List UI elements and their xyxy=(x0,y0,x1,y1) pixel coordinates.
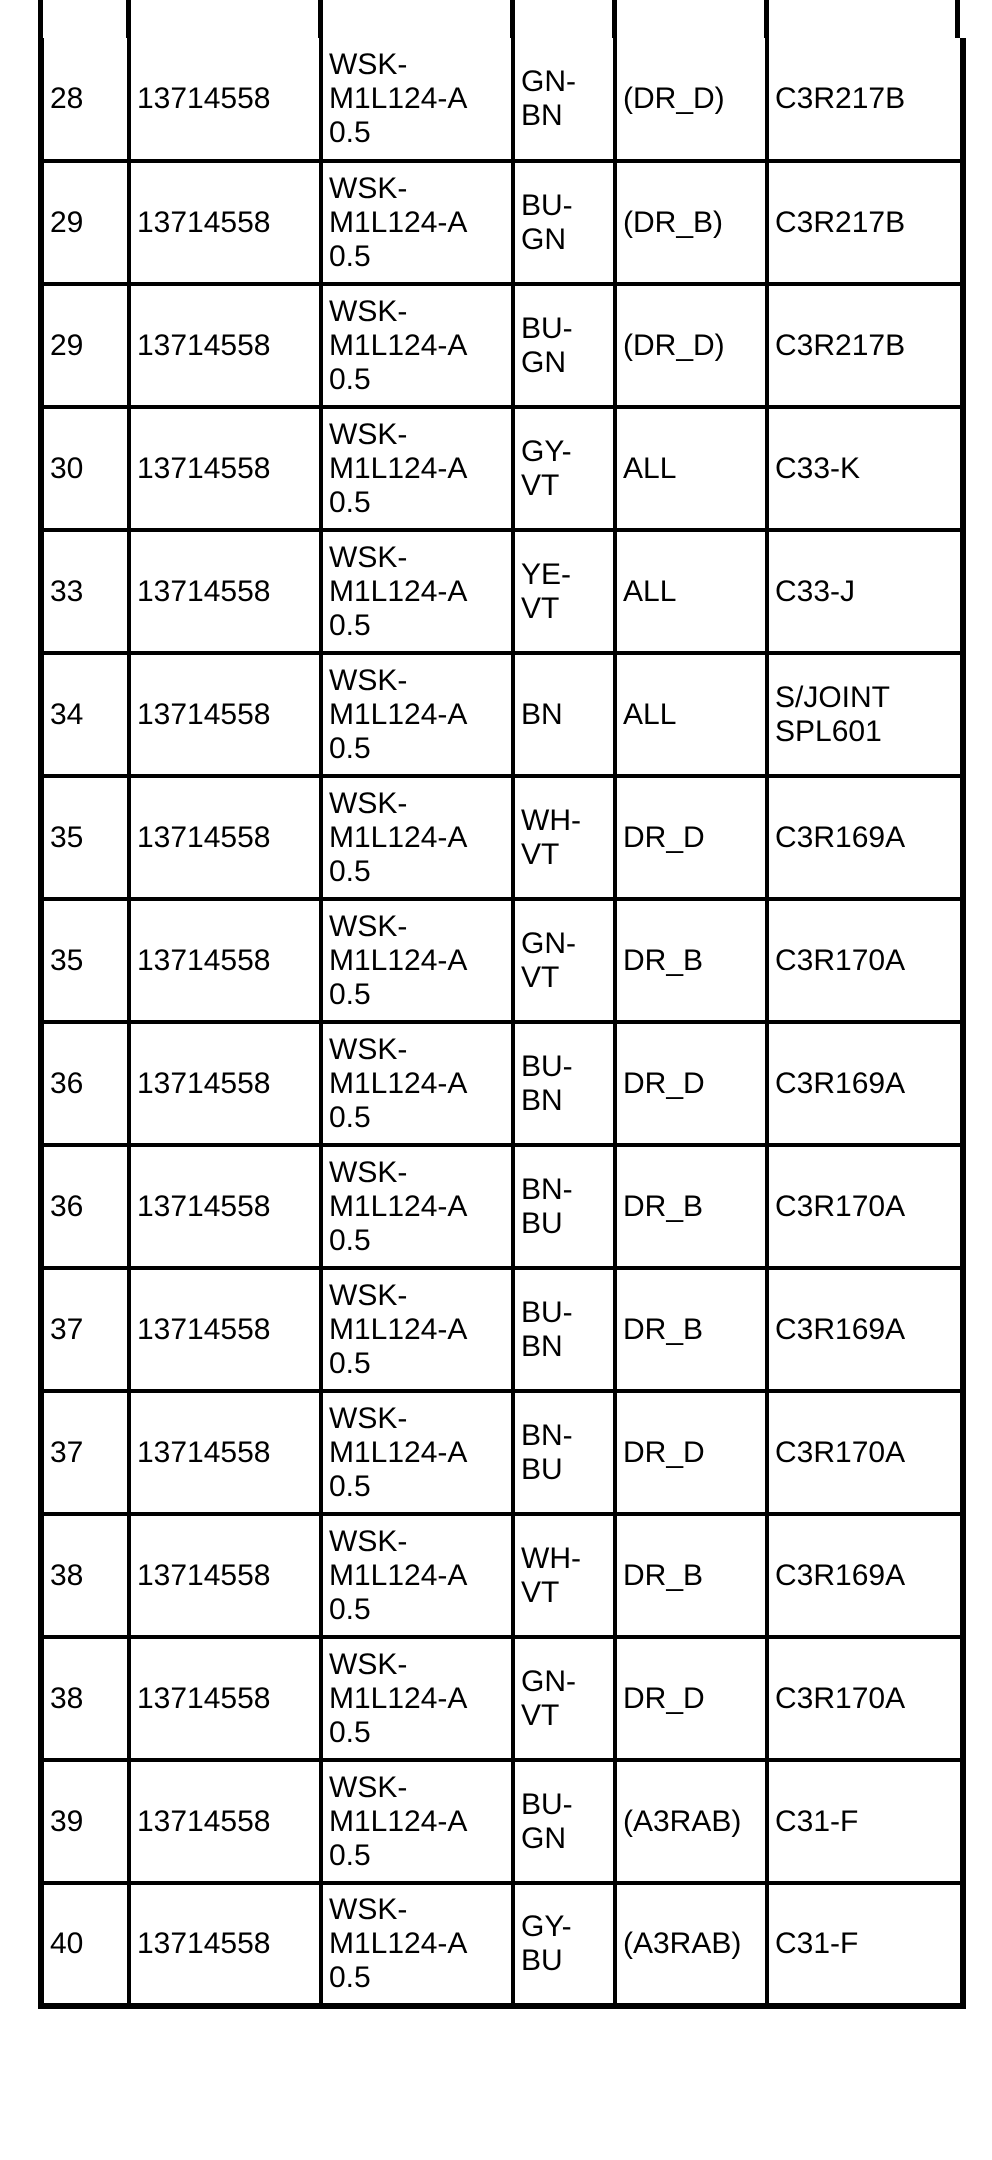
destination-cell: C31-F xyxy=(767,1883,963,2006)
table-row xyxy=(41,653,963,776)
wire-spec-cell: WSK- M1L124-A 0.5 xyxy=(321,899,513,1022)
wire-color-cell: GN- VT xyxy=(513,899,615,1022)
wire-spec-cell: WSK- M1L124-A 0.5 xyxy=(321,653,513,776)
part-number-cell: 13714558 xyxy=(129,1391,321,1514)
option-cell: ALL xyxy=(615,530,767,653)
destination-cell: C3R169A xyxy=(767,1022,963,1145)
part-number-cell: 13714558 xyxy=(129,776,321,899)
pin-cell: 37 xyxy=(41,1391,129,1514)
wire-color-cell: BN- BU xyxy=(513,1391,615,1514)
wire-color-cell: GY- VT xyxy=(513,407,615,530)
wire-spec-cell: WSK- M1L124-A 0.5 xyxy=(321,1391,513,1514)
part-number-cell: 13714558 xyxy=(129,38,321,161)
table-row xyxy=(41,1391,963,1514)
option-cell: ALL xyxy=(615,653,767,776)
destination-cell: C3R170A xyxy=(767,1391,963,1514)
pin-cell: 37 xyxy=(41,1268,129,1391)
part-number-cell: 13714558 xyxy=(129,1145,321,1268)
destination-cell: C3R169A xyxy=(767,1268,963,1391)
table-row xyxy=(41,776,963,899)
wiring-table-body xyxy=(41,38,963,2006)
wire-spec-cell: WSK- M1L124-A 0.5 xyxy=(321,530,513,653)
option-cell: (A3RAB) xyxy=(615,1883,767,2006)
wire-spec-cell: WSK- M1L124-A 0.5 xyxy=(321,1022,513,1145)
option-cell: DR_B xyxy=(615,1268,767,1391)
pin-cell: 38 xyxy=(41,1637,129,1760)
destination-cell: C3R170A xyxy=(767,1145,963,1268)
destination-cell: C31-F xyxy=(767,1760,963,1883)
pin-cell: 36 xyxy=(41,1145,129,1268)
table-row xyxy=(41,1145,963,1268)
destination-cell: C3R170A xyxy=(767,899,963,1022)
column-rule-stub xyxy=(126,0,131,38)
wire-spec-cell: WSK- M1L124-A 0.5 xyxy=(321,1268,513,1391)
column-rule-stub xyxy=(510,0,515,38)
option-cell: (DR_D) xyxy=(615,284,767,407)
part-number-cell: 13714558 xyxy=(129,1268,321,1391)
pin-cell: 28 xyxy=(41,38,129,161)
part-number-cell: 13714558 xyxy=(129,1514,321,1637)
table-row xyxy=(41,407,963,530)
wire-color-cell: GN- VT xyxy=(513,1637,615,1760)
column-rule-stub xyxy=(764,0,769,38)
pin-cell: 39 xyxy=(41,1760,129,1883)
table-row xyxy=(41,1022,963,1145)
part-number-cell: 13714558 xyxy=(129,284,321,407)
part-number-cell: 13714558 xyxy=(129,1022,321,1145)
part-number-cell: 13714558 xyxy=(129,1883,321,2006)
wiring-table xyxy=(38,38,966,2009)
wire-color-cell: BU- GN xyxy=(513,1760,615,1883)
destination-cell: C3R217B xyxy=(767,38,963,161)
destination-cell: C3R169A xyxy=(767,776,963,899)
option-cell: DR_B xyxy=(615,1145,767,1268)
option-cell: (DR_B) xyxy=(615,161,767,284)
wire-spec-cell: WSK- M1L124-A 0.5 xyxy=(321,407,513,530)
table-row xyxy=(41,530,963,653)
wire-spec-cell: WSK- M1L124-A 0.5 xyxy=(321,1145,513,1268)
destination-cell: C3R169A xyxy=(767,1514,963,1637)
destination-cell: C3R217B xyxy=(767,284,963,407)
wire-color-cell: BU- GN xyxy=(513,284,615,407)
wire-spec-cell: WSK- M1L124-A 0.5 xyxy=(321,1514,513,1637)
destination-cell: C33-J xyxy=(767,530,963,653)
column-rule-stub xyxy=(612,0,617,38)
destination-cell: C3R170A xyxy=(767,1637,963,1760)
option-cell: (A3RAB) xyxy=(615,1760,767,1883)
option-cell: ALL xyxy=(615,407,767,530)
column-rule-stub xyxy=(38,0,43,38)
part-number-cell: 13714558 xyxy=(129,1760,321,1883)
wire-color-cell: BU- BN xyxy=(513,1022,615,1145)
pin-cell: 35 xyxy=(41,776,129,899)
pin-cell: 35 xyxy=(41,899,129,1022)
table-row xyxy=(41,1514,963,1637)
table-row xyxy=(41,1637,963,1760)
part-number-cell: 13714558 xyxy=(129,530,321,653)
wire-spec-cell: WSK- M1L124-A 0.5 xyxy=(321,1637,513,1760)
table-row xyxy=(41,161,963,284)
wire-spec-cell: WSK- M1L124-A 0.5 xyxy=(321,38,513,161)
part-number-cell: 13714558 xyxy=(129,407,321,530)
wire-spec-cell: WSK- M1L124-A 0.5 xyxy=(321,161,513,284)
pin-cell: 36 xyxy=(41,1022,129,1145)
table-row xyxy=(41,899,963,1022)
table-row xyxy=(41,284,963,407)
part-number-cell: 13714558 xyxy=(129,1637,321,1760)
option-cell: DR_D xyxy=(615,776,767,899)
destination-cell: C33-K xyxy=(767,407,963,530)
part-number-cell: 13714558 xyxy=(129,899,321,1022)
wire-color-cell: WH- VT xyxy=(513,1514,615,1637)
destination-cell: S/JOINT SPL601 xyxy=(767,653,963,776)
wire-color-cell: BU- BN xyxy=(513,1268,615,1391)
part-number-cell: 13714558 xyxy=(129,161,321,284)
table-row xyxy=(41,38,963,161)
pin-cell: 30 xyxy=(41,407,129,530)
table-row xyxy=(41,1268,963,1391)
pin-cell: 29 xyxy=(41,161,129,284)
wire-spec-cell: WSK- M1L124-A 0.5 xyxy=(321,776,513,899)
wire-spec-cell: WSK- M1L124-A 0.5 xyxy=(321,1760,513,1883)
part-number-cell: 13714558 xyxy=(129,653,321,776)
wire-color-cell: YE- VT xyxy=(513,530,615,653)
option-cell: DR_B xyxy=(615,899,767,1022)
wire-spec-cell: WSK- M1L124-A 0.5 xyxy=(321,1883,513,2006)
pin-cell: 38 xyxy=(41,1514,129,1637)
wire-color-cell: WH- VT xyxy=(513,776,615,899)
wire-spec-cell: WSK- M1L124-A 0.5 xyxy=(321,284,513,407)
wire-color-cell: GN- BN xyxy=(513,38,615,161)
option-cell: DR_D xyxy=(615,1022,767,1145)
pin-cell: 40 xyxy=(41,1883,129,2006)
wire-color-cell: BN- BU xyxy=(513,1145,615,1268)
pin-cell: 34 xyxy=(41,653,129,776)
option-cell: DR_D xyxy=(615,1391,767,1514)
pin-cell: 29 xyxy=(41,284,129,407)
option-cell: DR_B xyxy=(615,1514,767,1637)
wire-color-cell: BU- GN xyxy=(513,161,615,284)
wire-color-cell: GY- BU xyxy=(513,1883,615,2006)
column-rule-stub xyxy=(318,0,323,38)
table-row xyxy=(41,1760,963,1883)
pin-cell: 33 xyxy=(41,530,129,653)
destination-cell: C3R217B xyxy=(767,161,963,284)
wire-color-cell: BN xyxy=(513,653,615,776)
column-rule-stub xyxy=(955,0,960,38)
table-row xyxy=(41,1883,963,2006)
option-cell: (DR_D) xyxy=(615,38,767,161)
option-cell: DR_D xyxy=(615,1637,767,1760)
